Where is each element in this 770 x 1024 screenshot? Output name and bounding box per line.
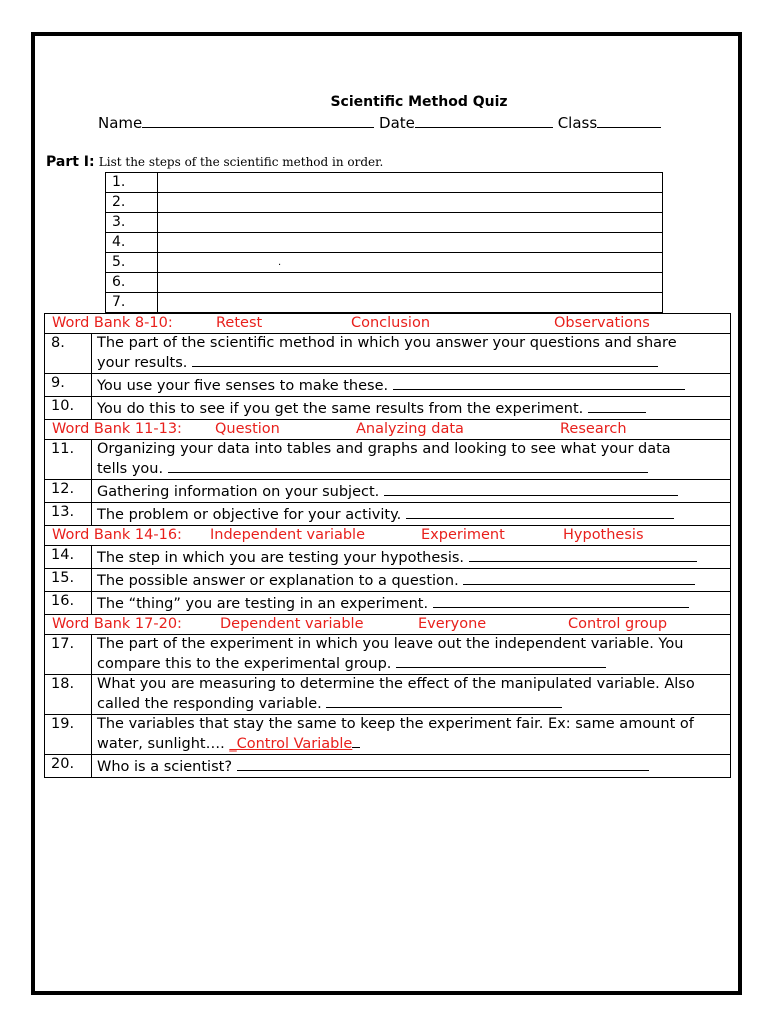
question-line: The step in which you are testing your hypothesis.: [97, 550, 465, 566]
table-row: [106, 233, 663, 253]
step-answer[interactable]: [158, 193, 663, 213]
step-answer[interactable]: [158, 213, 663, 233]
word-bank-label: Word Bank 17-20:: [52, 616, 182, 632]
table-row: [45, 546, 731, 569]
step-number: 2.: [106, 193, 158, 213]
question-line: The “thing” you are testing in an experiment.: [97, 596, 429, 612]
question-number: 17.: [45, 635, 92, 675]
table-row: [106, 273, 663, 293]
table-row: [45, 569, 731, 592]
word-bank-row: [45, 526, 731, 546]
table-row: [45, 592, 731, 615]
question-text: [92, 480, 731, 503]
question-line: called the responding variable.: [97, 696, 322, 712]
word-bank-word: Observations: [554, 315, 650, 331]
question-line: Gathering information on your subject.: [97, 484, 380, 500]
question-text: [92, 569, 731, 592]
word-bank-8-10: [45, 314, 731, 334]
word-bank-word: Everyone: [418, 616, 487, 632]
name-row: [98, 113, 661, 132]
question-text: [92, 374, 731, 397]
word-bank-row: [45, 314, 731, 334]
table-row: [106, 173, 663, 193]
question-line: The possible answer or explanation to a question.: [97, 573, 459, 589]
question-text: [92, 715, 731, 755]
class-label: Class: [557, 114, 598, 132]
answer-blank: [352, 733, 360, 748]
step-answer[interactable]: [158, 173, 663, 193]
word-bank-word: Experiment: [421, 527, 505, 543]
word-bank-word: Conclusion: [351, 315, 431, 331]
answer-blank[interactable]: [469, 547, 697, 562]
stray-dot: ·: [278, 260, 282, 271]
question-line: your results.: [97, 355, 188, 371]
step-answer[interactable]: [158, 273, 663, 293]
question-line: You do this to see if you get the same results from the experiment.: [97, 401, 584, 417]
question-line: Organizing your data into tables and graphs and looking to see what your data: [97, 441, 671, 457]
step-number: 7.: [106, 293, 158, 313]
question-line: What you are measuring to determine the effect of the manipulated variable. Also: [97, 676, 695, 692]
table-row: [45, 480, 731, 503]
question-text: [92, 397, 731, 420]
question-number: 13.: [45, 503, 92, 526]
answer-blank[interactable]: [406, 504, 674, 519]
question-number: 8.: [45, 334, 92, 374]
answer-blank[interactable]: [588, 398, 646, 413]
part1-instructions: List the steps of the scientific method in order.: [98, 155, 384, 169]
date-blank[interactable]: [415, 113, 553, 128]
question-line: Who is a scientist?: [97, 759, 233, 775]
quiz-table: [44, 313, 731, 778]
part1-label: Part I:: [46, 154, 95, 170]
question-text: [92, 503, 731, 526]
part1-heading: [46, 154, 383, 170]
question-number: 16.: [45, 592, 92, 615]
answer-blank[interactable]: [192, 352, 658, 367]
question-line: water, sunlight….: [97, 736, 225, 752]
question-text: [92, 755, 731, 778]
question-number: 15.: [45, 569, 92, 592]
quiz-title: Scientific Method Quiz: [330, 94, 508, 110]
date-label: Date: [379, 114, 415, 132]
step-number: 4.: [106, 233, 158, 253]
table-row: [45, 503, 731, 526]
answer-blank[interactable]: [237, 756, 649, 771]
table-row: [45, 715, 731, 755]
word-bank-row: [45, 420, 731, 440]
table-row: [45, 334, 731, 374]
question-line: The variables that stay the same to keep the experiment fair. Ex: same amount of: [97, 716, 694, 732]
question-text: [92, 635, 731, 675]
table-row: [45, 397, 731, 420]
word-bank-17-20: [45, 615, 731, 635]
answer-blank[interactable]: [433, 593, 689, 608]
name-blank[interactable]: [142, 113, 374, 128]
question-number: 11.: [45, 440, 92, 480]
table-row: [106, 253, 663, 273]
word-bank-word: Research: [560, 421, 627, 437]
word-bank-11-13: [45, 420, 731, 440]
word-bank-label: Word Bank 11-13:: [52, 421, 182, 437]
step-number: 6.: [106, 273, 158, 293]
word-bank-word: Independent variable: [210, 527, 366, 543]
word-bank-word: Analyzing data: [356, 421, 464, 437]
question-text: [92, 334, 731, 374]
step-answer[interactable]: [158, 253, 663, 273]
table-row: [45, 755, 731, 778]
answer-blank[interactable]: [396, 653, 606, 668]
question-text: [92, 592, 731, 615]
word-bank-word: Hypothesis: [563, 527, 644, 543]
question-number: 12.: [45, 480, 92, 503]
table-row: [106, 293, 663, 313]
question-line: You use your five senses to make these.: [97, 378, 389, 394]
step-number: 5.: [106, 253, 158, 273]
word-bank-word: Dependent variable: [220, 616, 364, 632]
answer-blank[interactable]: [326, 693, 562, 708]
word-bank-word: Question: [215, 421, 280, 437]
question-number: 9.: [45, 374, 92, 397]
word-bank-row: [45, 615, 731, 635]
question-text: [92, 546, 731, 569]
question-number: 18.: [45, 675, 92, 715]
answer-blank[interactable]: [168, 458, 648, 473]
question-number: 10.: [45, 397, 92, 420]
word-bank-14-16: [45, 526, 731, 546]
question-number: 14.: [45, 546, 92, 569]
table-row: [45, 635, 731, 675]
question-number: 20.: [45, 755, 92, 778]
table-row: [45, 440, 731, 480]
answer-blank[interactable]: [384, 481, 678, 496]
answer-blank[interactable]: [393, 375, 685, 390]
word-bank-label: Word Bank 14-16:: [52, 527, 182, 543]
table-row: [45, 675, 731, 715]
question-line: compare this to the experimental group.: [97, 656, 392, 672]
class-blank[interactable]: [597, 113, 661, 128]
question-text: [92, 440, 731, 480]
word-bank-label: Word Bank 8-10:: [52, 315, 173, 331]
question-line: The part of the scientific method in which you answer your questions and share: [97, 335, 677, 351]
question-line: The problem or objective for your activity.: [97, 507, 402, 523]
word-bank-word: Control group: [568, 616, 668, 632]
question-line: The part of the experiment in which you leave out the independent variable. You: [97, 636, 684, 652]
step-answer[interactable]: [158, 233, 663, 253]
word-bank-word: Retest: [216, 315, 263, 331]
step-number: 1.: [106, 173, 158, 193]
answer-blank[interactable]: [463, 570, 695, 585]
step-answer[interactable]: [158, 293, 663, 313]
table-row: [106, 193, 663, 213]
steps-table: [105, 172, 663, 313]
question-text: [92, 675, 731, 715]
filled-answer[interactable]: _Control Variable: [229, 736, 353, 752]
question-number: 19.: [45, 715, 92, 755]
table-row: [106, 213, 663, 233]
name-label: Name: [98, 114, 143, 132]
table-row: [45, 374, 731, 397]
step-number: 3.: [106, 213, 158, 233]
question-line: tells you.: [97, 461, 164, 477]
